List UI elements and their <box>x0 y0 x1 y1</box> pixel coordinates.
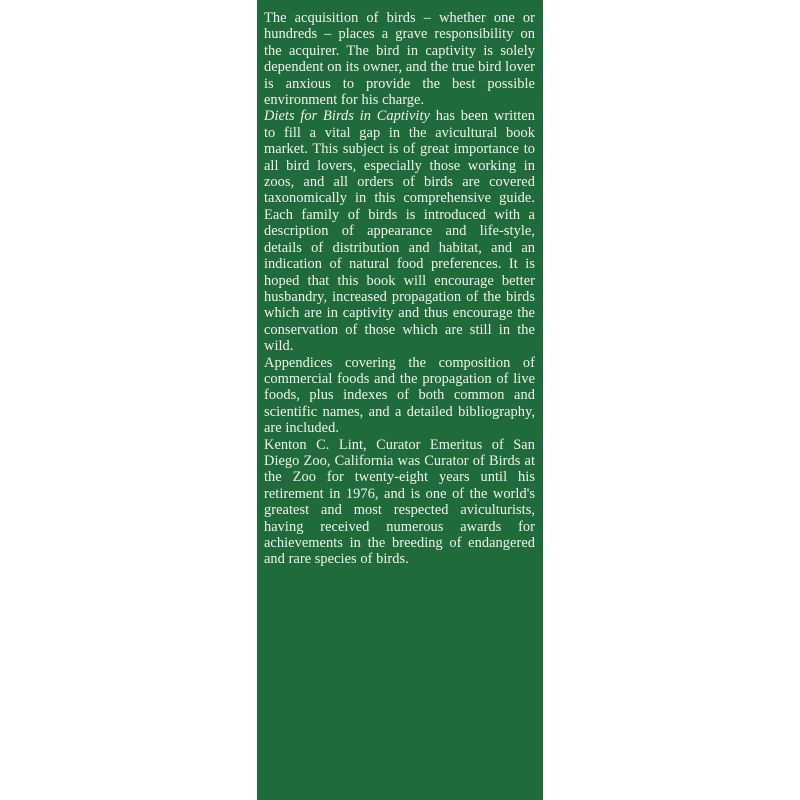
author-bio-paragraph: Kenton C. Lint, Curator Emeritus of San Diego Zoo, California was Curator of Birds at the Zoo for twenty-eight years until his retirement in 1976, and is one of the world's greatest and most respected aviculturists, having received numerous awards for achievements in the breeding of endangered and rare species of birds. <box>264 436 535 568</box>
intro-paragraph: The acquisition of birds – whether one or hundreds – places a grave responsibility on the acquirer. The bird in captivity is solely dependent on its owner, and the true bird lover is anxious to provide the best possible environment for his charge. <box>264 10 535 109</box>
blurb-text <box>264 10 535 568</box>
book-description-text: has been written to fill a vital gap in the avicultural book market. This subject is of great importance to all bird lovers, especially those working in zoos, and all orders of birds are covered taxonomically in this comprehensive guide. Each family of birds is introduced with a description of appearance and life-style, details of distribution and habitat, and an indication of natural food preferences. It is hoped that this book will encourage better husbandry, increased propagation of the birds which are in captivity and thus encourage the conservation of those which are still in the wild. <box>264 108 535 355</box>
book-jacket-flap <box>257 0 543 800</box>
book-title: Diets for Birds in Captivity <box>264 108 430 125</box>
book-description-paragraph <box>264 108 535 354</box>
appendices-paragraph: Appendices covering the composition of commercial foods and the propagation of live foods, plus indexes of both common and scientific names, and a detailed bibliography, are included. <box>264 354 535 437</box>
